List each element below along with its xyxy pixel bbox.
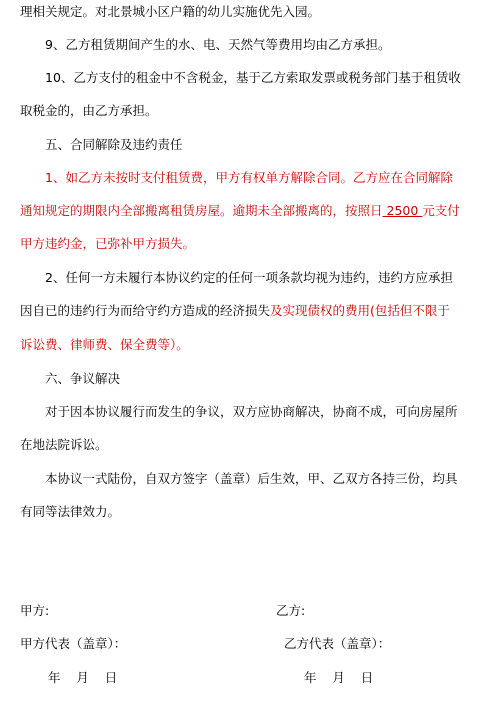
clause-5-2-text-a: 因自已的违约行为而给守约方造成的经济损失 [20,303,271,318]
party-b-label: 乙方: [276,603,306,618]
clause-5-1-text-a: 通知规定的期限内全部搬离租赁房屋。逾期未全部搬离的，按照日 [20,203,383,218]
paragraph-line: 理相关规定。对北景城小区户籍的幼儿实施优先入园。 [20,4,321,19]
penalty-amount: 2500 [382,203,423,218]
clause-10-cont: 取税金的，由乙方承担。 [20,103,158,118]
party-a-label: 甲方: [20,603,50,618]
party-b-rep-label: 乙方代表（盖章）： [284,636,391,651]
closing-clause-cont: 有同等法律效力。 [20,504,121,519]
clause-5-1-end: 甲方违约金，已弥补甲方损失。 [20,236,196,251]
clause-5-1-cont [20,203,460,219]
clause-5-1-text-b: 元支付 [422,203,460,218]
clause-6: 对于因本协议履行而发生的争议，双方应协商解决，协商不成，可向房屋所 [45,404,458,419]
section-heading-5: 五、合同解除及违约责任 [45,137,183,152]
clause-5-2: 2、任何一方未履行本协议约定的任何一项条款均视为违约，违约方应承担 [45,270,453,285]
party-a-rep-label: 甲方代表（盖章）： [20,636,127,651]
clause-10: 10、乙方支付的租金中不含税金，基于乙方索取发票或税务部门基于租赁收 [45,70,461,85]
clause-5-2-cont [20,303,450,319]
section-heading-6: 六、争议解决 [45,371,121,386]
clause-5-2-end: 诉讼费、律师费、保全费等）。 [20,337,189,352]
clause-5-2-text-b: 及实现债权的费用(包括但不限于 [270,303,450,318]
clause-6-cont: 在地法院诉讼。 [20,437,108,452]
closing-clause: 本协议一式陆份，自双方签字（盖章）后生效，甲、乙双方各持三份，均具 [45,471,458,486]
party-a-date: 年 月 日 [48,670,118,685]
clause-5-1: 1、如乙方未按时支付租赁费，甲方有权单方解除合同。乙方应在合同解除 [45,170,453,185]
party-b-date: 年 月 日 [304,670,374,685]
clause-9: 9、乙方租赁期间产生的水、电、天然气等费用均由乙方承担。 [45,37,391,52]
